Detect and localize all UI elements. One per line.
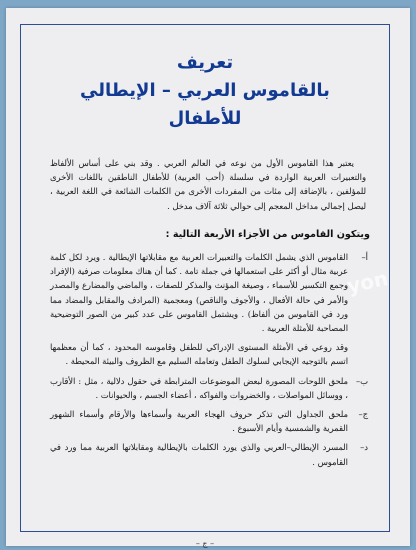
list-item-c-text: ملحق الجداول التي تذكر حروف الهجاء العربية وأسماءها والأرقام وأسماء الشهور القمرية والشمسية وأيام الأسبوع . bbox=[50, 409, 348, 434]
list-item-b bbox=[50, 374, 366, 402]
section-subheading: ويتكون القاموس من الأجزاء الأربعة التالية : bbox=[165, 229, 370, 240]
book-page bbox=[6, 8, 410, 546]
intro-text: يعتبر هذا القاموس الأول من نوعه في العالم العربي . وقد بني على أساس الألفاظ والتعبيرات العربية الواردة في سلسلة (أحب العربية) للأطفال الناطقين باللغات الأخرى للمؤلفين ، بالإضافة إلى مئات من المفردات الأخرى من الكلمات الشائعة في اللغة العربية ، ليصل إجمالي مداخل المعجم إلى حوالي ثلاثة آلاف مدخل . bbox=[50, 158, 366, 211]
title-line-3: للأطفال bbox=[168, 108, 242, 129]
list-item-d bbox=[50, 440, 366, 468]
watermark: yon bbox=[344, 265, 391, 299]
list-item-a-text: القاموس الذي يشمل الكلمات والتعبيرات العربية مع مقابلاتها الإيطالية . ويرد لكل كلمة عربية مثال أو أكثر على استعمالها في جملة تامة . كما أن هناك معلومات صرفية (الإفراد وجمع التكسير للأسماء ، وصيغة المؤنث والمذكر للصفات ، والماضي والمضارع والمصدر والأمر في حالة الأفعال ، والأجوف والناقص) ومعجمية (المرادف والمقابل والمضاد مما ورد في القاموس من ألفاظ) . ويشتمل القاموس على عدد كبير من الصور التوضيحية المصاحبة للأمثلة العربية . bbox=[50, 252, 348, 334]
list-marker-c: ج– bbox=[358, 409, 368, 420]
parts-list bbox=[50, 250, 366, 469]
list-marker-b: ب– bbox=[356, 375, 368, 386]
title-line-1: تعريف bbox=[176, 52, 234, 73]
list-marker-d: د– bbox=[360, 442, 368, 453]
list-item-d-text: المسرد الإيطالي–العربي والذي يورد الكلمات بالإيطالية ومقابلاتها العربية مما ورد في القاموس . bbox=[50, 442, 348, 467]
page-number: – ج – bbox=[195, 539, 215, 548]
list-item-b-text: ملحق اللوحات المصورة لبعض الموضوعات المترابطة في حقول دلالية ، مثل : الأقارب ، ووسائل المواصلات ، والخضروات والفواكه ، أعضاء الجسم ، والحيوانات . bbox=[50, 375, 348, 400]
list-item-c bbox=[50, 407, 366, 435]
intro-paragraph bbox=[50, 156, 366, 213]
list-marker-a: أ– bbox=[361, 252, 368, 262]
title-line-2: بالقاموس العربي – الإيطالي bbox=[80, 80, 330, 101]
list-item-a-extra: وقد روعي في الأمثلة المستوى الإدراكي للطفل وقاموسه المحدود ، كما أن معظمها اتسم بالتوجيه الإيجابي لسلوك الطفل وتعامله السليم مع الظروف والبيئة المحيطة . bbox=[50, 342, 348, 367]
list-item-a bbox=[50, 250, 366, 369]
